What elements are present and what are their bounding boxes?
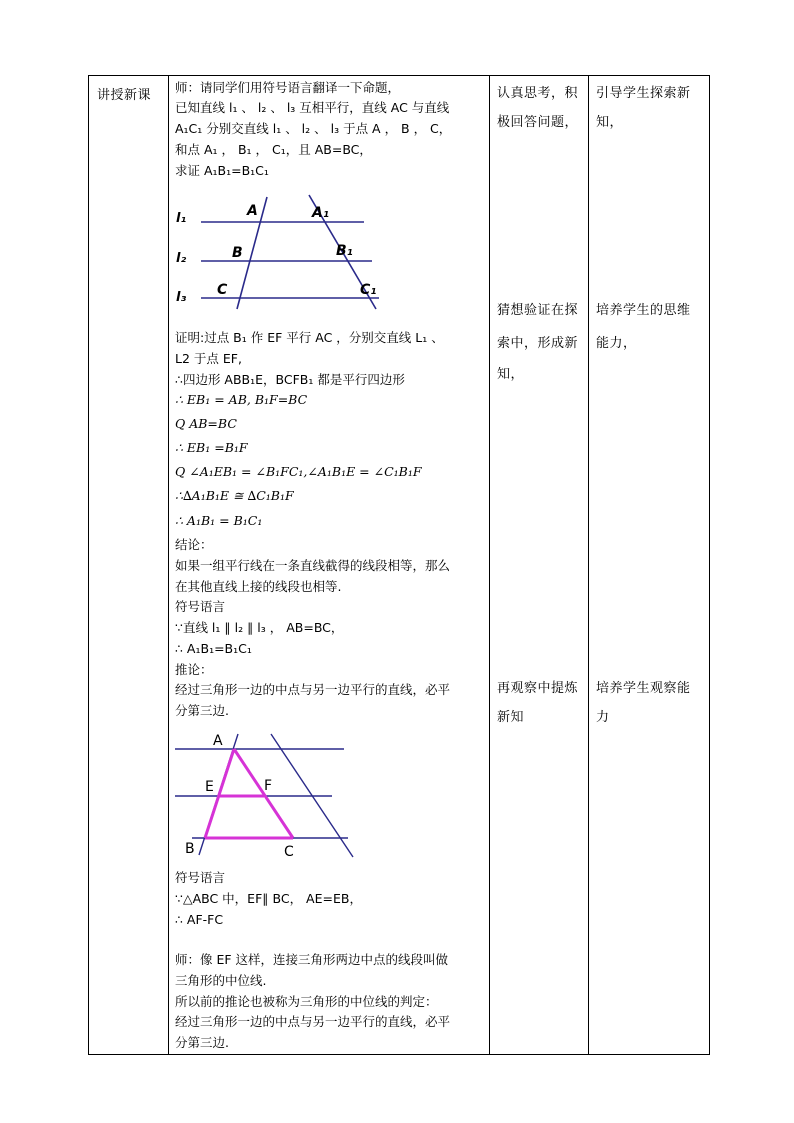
label-b: B (232, 245, 243, 261)
label-e: E (205, 779, 214, 795)
label-a: A (247, 203, 258, 219)
student-line: 猜想验证在探 (497, 303, 579, 318)
symbolic-line: ∵△ABC 中，EF∥ BC， AE=EB， (175, 891, 362, 906)
label-l3: l₃ (176, 290, 187, 305)
parallel-lines-figure (174, 188, 394, 310)
purpose-line: 培养学生观察能 (596, 681, 691, 696)
label-b: B (185, 841, 195, 857)
conclusion-line: 符号语言 (175, 599, 226, 614)
symbolic-line: ∴ AF-FC (175, 912, 224, 927)
intro-line: 已知直线 l₁ 、 l₂ 、 l₃ 互相平行，直线 AC 与直线 (175, 100, 450, 115)
proof-formula: Q AB=BC (175, 416, 237, 431)
label-a1: A₁ (312, 205, 329, 221)
purpose-line: 引导学生探索新 (596, 86, 691, 101)
content-cell (169, 76, 490, 1055)
student-line: 知， (497, 367, 525, 382)
purpose-cell (589, 76, 710, 1055)
intro-line: 求证 A₁B₁=B₁C₁ (175, 163, 269, 178)
proof-line: 证明:过点 B₁ 作 EF 平行 AC ，分别交直线 L₁ 、 (175, 330, 444, 345)
label-c1: C₁ (360, 282, 377, 298)
purpose-line: 知， (596, 115, 624, 130)
label-a: A (213, 733, 223, 749)
proof-formula: ∴ A₁B₁ = B₁C₁ (175, 513, 263, 528)
teacher-line: 经过三角形一边的中点与另一边平行的直线，必平 (175, 1014, 451, 1029)
proof-formula: Q ∠A₁EB₁ = ∠B₁FC₁,∠A₁B₁E = ∠C₁B₁F (175, 464, 422, 479)
purpose-line: 能力， (596, 336, 637, 351)
conclusion-line: ∴ A₁B₁=B₁C₁ (175, 641, 252, 656)
triangle-midline-figure (172, 727, 357, 862)
teacher-line: 师：像 EF 这样，连接三角形两边中点的线段叫做 (175, 952, 449, 967)
label-c: C (217, 282, 228, 298)
label-f: F (264, 778, 273, 794)
student-line: 极回答问题， (497, 115, 579, 130)
student-line: 新知 (497, 710, 525, 725)
symbolic-line: 符号语言 (175, 870, 226, 885)
label-c: C (284, 844, 294, 860)
conclusion-line: 经过三角形一边的中点与另一边平行的直线，必平 (175, 682, 451, 697)
proof-formula: ∴∆A₁B₁E ≅ ∆C₁B₁F (175, 488, 294, 503)
student-line: 索中，形成新 (497, 336, 579, 351)
purpose-line: 培养学生的思维 (596, 303, 691, 318)
stage-cell (89, 76, 169, 1055)
conclusion-line: 如果一组平行线在一条直线截得的线段相等，那么 (175, 558, 451, 573)
proof-line: L2 于点 EF, (175, 351, 242, 366)
lesson-table (88, 75, 710, 1055)
teacher-line: 三角形的中位线. (175, 973, 267, 988)
teacher-line: 所以前的推论也被称为三角形的中位线的判定： (175, 994, 438, 1009)
intro-line: 师：请同学们用符号语言翻译一下命题， (175, 80, 401, 95)
proof-formula: ∴ EB₁ =B₁F (175, 440, 248, 455)
label-l1: l₁ (176, 211, 187, 226)
teacher-line: 分第三边. (175, 1035, 229, 1050)
student-activity-cell (490, 76, 589, 1055)
purpose-line: 力 (596, 710, 610, 725)
proof-formula: ∴ EB₁ = AB, B₁F=BC (175, 392, 308, 407)
student-line: 认真思考，积 (497, 86, 579, 101)
stage-label: 讲授新课 (97, 88, 152, 103)
conclusion-line: 推论： (175, 662, 213, 677)
student-line: 再观察中提炼 (497, 681, 579, 696)
conclusion-line: 分第三边. (175, 703, 229, 718)
proof-line: ∴四边形 ABB₁E，BCFB₁ 都是平行四边形 (175, 372, 405, 387)
label-b1: B₁ (336, 243, 353, 259)
intro-line: 和点 A₁ ， B₁ ， C₁，且 AB=BC， (175, 142, 372, 157)
conclusion-line: 结论： (175, 537, 213, 552)
conclusion-line: ∵直线 l₁ ∥ l₂ ∥ l₃ ， AB=BC， (175, 620, 344, 635)
label-l2: l₂ (176, 251, 187, 266)
intro-line: A₁C₁ 分别交直线 l₁ 、 l₂ 、 l₃ 于点 A ， B ， C， (175, 121, 452, 136)
conclusion-line: 在其他直线上接的线段也相等. (175, 579, 342, 594)
